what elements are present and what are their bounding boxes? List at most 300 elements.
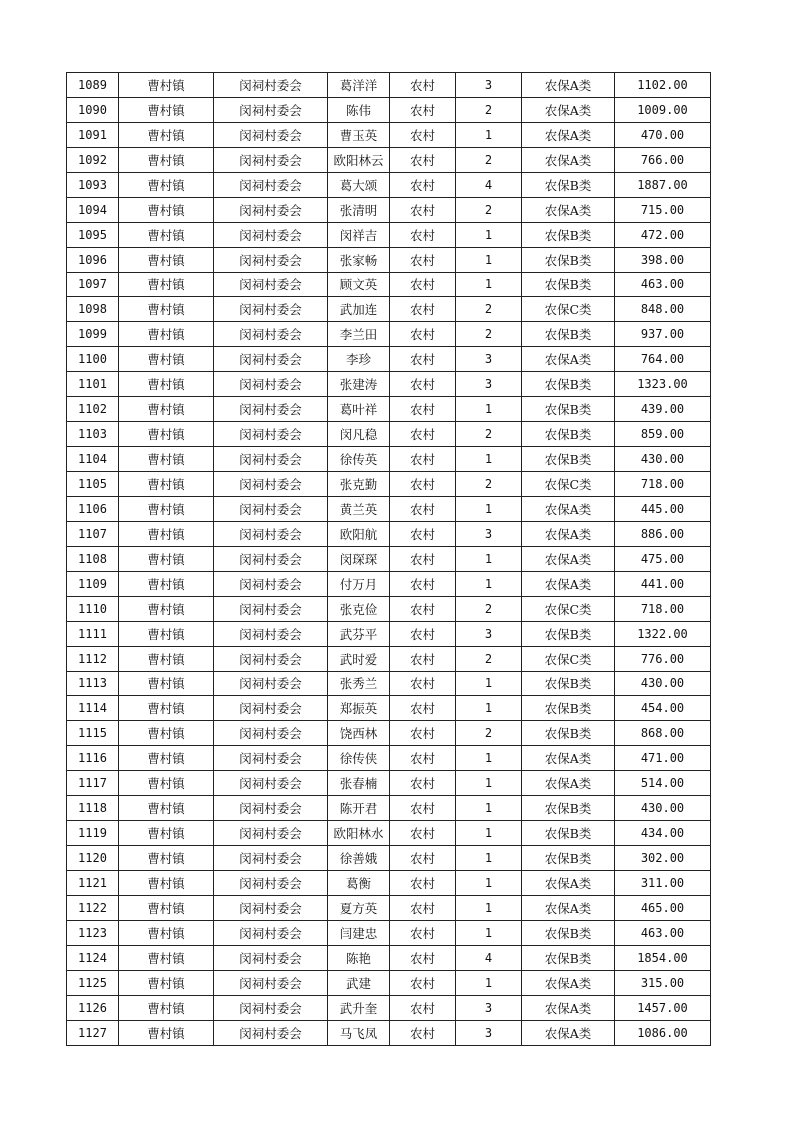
village-committee-cell: 闵祠村委会 — [214, 347, 328, 372]
amount-cell: 398.00 — [615, 247, 711, 272]
amount-cell: 1086.00 — [615, 1020, 711, 1045]
village-committee-cell: 闵祠村委会 — [214, 197, 328, 222]
amount-cell: 718.00 — [615, 596, 711, 621]
row-number-cell: 1092 — [67, 147, 119, 172]
area-type-cell: 农村 — [390, 372, 456, 397]
insurance-category-cell: 农保B类 — [522, 796, 615, 821]
household-size-cell: 2 — [456, 197, 522, 222]
area-type-cell: 农村 — [390, 821, 456, 846]
insurance-category-cell: 农保A类 — [522, 746, 615, 771]
village-committee-cell: 闵祠村委会 — [214, 871, 328, 896]
area-type-cell: 农村 — [390, 272, 456, 297]
insurance-category-cell: 农保A类 — [522, 546, 615, 571]
row-number-cell: 1095 — [67, 222, 119, 247]
amount-cell: 776.00 — [615, 646, 711, 671]
amount-cell: 766.00 — [615, 147, 711, 172]
area-type-cell: 农村 — [390, 222, 456, 247]
insurance-category-cell: 农保A类 — [522, 347, 615, 372]
town-cell: 曹村镇 — [119, 546, 214, 571]
person-name-cell: 葛叶祥 — [328, 397, 390, 422]
amount-cell: 1009.00 — [615, 97, 711, 122]
row-number-cell: 1097 — [67, 272, 119, 297]
amount-cell: 475.00 — [615, 546, 711, 571]
amount-cell: 937.00 — [615, 322, 711, 347]
row-number-cell: 1099 — [67, 322, 119, 347]
village-committee-cell: 闵祠村委会 — [214, 322, 328, 347]
town-cell: 曹村镇 — [119, 771, 214, 796]
table-row — [67, 721, 711, 746]
table-row — [67, 970, 711, 995]
row-number-cell: 1109 — [67, 571, 119, 596]
insurance-category-cell: 农保C类 — [522, 472, 615, 497]
area-type-cell: 农村 — [390, 447, 456, 472]
person-name-cell: 闵凡稳 — [328, 422, 390, 447]
town-cell: 曹村镇 — [119, 97, 214, 122]
amount-cell: 463.00 — [615, 920, 711, 945]
amount-cell: 1457.00 — [615, 995, 711, 1020]
person-name-cell: 葛衡 — [328, 871, 390, 896]
table-row — [67, 846, 711, 871]
insurance-category-cell: 农保B类 — [522, 721, 615, 746]
table-row — [67, 397, 711, 422]
amount-cell: 1102.00 — [615, 73, 711, 98]
row-number-cell: 1100 — [67, 347, 119, 372]
village-committee-cell: 闵祠村委会 — [214, 73, 328, 98]
area-type-cell: 农村 — [390, 920, 456, 945]
town-cell: 曹村镇 — [119, 347, 214, 372]
table-row — [67, 322, 711, 347]
area-type-cell: 农村 — [390, 147, 456, 172]
person-name-cell: 葛洋洋 — [328, 73, 390, 98]
household-size-cell: 1 — [456, 821, 522, 846]
row-number-cell: 1120 — [67, 846, 119, 871]
person-name-cell: 武芬平 — [328, 621, 390, 646]
village-committee-cell: 闵祠村委会 — [214, 571, 328, 596]
row-number-cell: 1089 — [67, 73, 119, 98]
town-cell: 曹村镇 — [119, 172, 214, 197]
area-type-cell: 农村 — [390, 322, 456, 347]
area-type-cell: 农村 — [390, 646, 456, 671]
person-name-cell: 闵祥吉 — [328, 222, 390, 247]
household-size-cell: 3 — [456, 1020, 522, 1045]
amount-cell: 430.00 — [615, 447, 711, 472]
household-size-cell: 2 — [456, 721, 522, 746]
table-row — [67, 122, 711, 147]
insurance-category-cell: 农保B类 — [522, 846, 615, 871]
insurance-category-cell: 农保B类 — [522, 422, 615, 447]
amount-cell: 1854.00 — [615, 945, 711, 970]
table-row — [67, 871, 711, 896]
village-committee-cell: 闵祠村委会 — [214, 272, 328, 297]
village-committee-cell: 闵祠村委会 — [214, 1020, 328, 1045]
person-name-cell: 武加连 — [328, 297, 390, 322]
row-number-cell: 1119 — [67, 821, 119, 846]
household-size-cell: 1 — [456, 247, 522, 272]
village-committee-cell: 闵祠村委会 — [214, 945, 328, 970]
area-type-cell: 农村 — [390, 97, 456, 122]
insurance-category-cell: 农保A类 — [522, 496, 615, 521]
row-number-cell: 1118 — [67, 796, 119, 821]
town-cell: 曹村镇 — [119, 846, 214, 871]
household-size-cell: 1 — [456, 920, 522, 945]
amount-cell: 472.00 — [615, 222, 711, 247]
row-number-cell: 1105 — [67, 472, 119, 497]
household-size-cell: 2 — [456, 297, 522, 322]
area-type-cell: 农村 — [390, 596, 456, 621]
household-size-cell: 4 — [456, 945, 522, 970]
person-name-cell: 张建涛 — [328, 372, 390, 397]
insurance-category-cell: 农保A类 — [522, 1020, 615, 1045]
row-number-cell: 1122 — [67, 895, 119, 920]
household-size-cell: 1 — [456, 571, 522, 596]
village-committee-cell: 闵祠村委会 — [214, 546, 328, 571]
amount-cell: 471.00 — [615, 746, 711, 771]
household-size-cell: 1 — [456, 496, 522, 521]
village-committee-cell: 闵祠村委会 — [214, 771, 328, 796]
village-committee-cell: 闵祠村委会 — [214, 796, 328, 821]
table-row — [67, 1020, 711, 1045]
household-size-cell: 1 — [456, 447, 522, 472]
household-size-cell: 3 — [456, 347, 522, 372]
household-size-cell: 1 — [456, 746, 522, 771]
person-name-cell: 饶西林 — [328, 721, 390, 746]
village-committee-cell: 闵祠村委会 — [214, 721, 328, 746]
household-size-cell: 4 — [456, 172, 522, 197]
village-committee-cell: 闵祠村委会 — [214, 521, 328, 546]
person-name-cell: 张克勤 — [328, 472, 390, 497]
town-cell: 曹村镇 — [119, 397, 214, 422]
person-name-cell: 闫建忠 — [328, 920, 390, 945]
insurance-category-cell: 农保B类 — [522, 372, 615, 397]
area-type-cell: 农村 — [390, 172, 456, 197]
insurance-category-cell: 农保B类 — [522, 671, 615, 696]
table-row — [67, 895, 711, 920]
village-committee-cell: 闵祠村委会 — [214, 447, 328, 472]
town-cell: 曹村镇 — [119, 147, 214, 172]
row-number-cell: 1126 — [67, 995, 119, 1020]
town-cell: 曹村镇 — [119, 895, 214, 920]
insurance-category-cell: 农保A类 — [522, 122, 615, 147]
village-committee-cell: 闵祠村委会 — [214, 621, 328, 646]
insurance-category-cell: 农保B类 — [522, 821, 615, 846]
area-type-cell: 农村 — [390, 771, 456, 796]
table-row — [67, 796, 711, 821]
village-committee-cell: 闵祠村委会 — [214, 970, 328, 995]
person-name-cell: 武建 — [328, 970, 390, 995]
household-size-cell: 1 — [456, 671, 522, 696]
row-number-cell: 1114 — [67, 696, 119, 721]
town-cell: 曹村镇 — [119, 821, 214, 846]
person-name-cell: 欧阳林水 — [328, 821, 390, 846]
person-name-cell: 徐传侠 — [328, 746, 390, 771]
insurance-category-cell: 农保B类 — [522, 172, 615, 197]
town-cell: 曹村镇 — [119, 871, 214, 896]
village-committee-cell: 闵祠村委会 — [214, 172, 328, 197]
village-committee-cell: 闵祠村委会 — [214, 472, 328, 497]
amount-cell: 430.00 — [615, 671, 711, 696]
household-size-cell: 1 — [456, 895, 522, 920]
insurance-category-cell: 农保A类 — [522, 895, 615, 920]
village-committee-cell: 闵祠村委会 — [214, 895, 328, 920]
area-type-cell: 农村 — [390, 571, 456, 596]
area-type-cell: 农村 — [390, 671, 456, 696]
household-size-cell: 2 — [456, 322, 522, 347]
table-row — [67, 696, 711, 721]
table-row — [67, 447, 711, 472]
town-cell: 曹村镇 — [119, 970, 214, 995]
amount-cell: 454.00 — [615, 696, 711, 721]
person-name-cell: 葛大颂 — [328, 172, 390, 197]
amount-cell: 718.00 — [615, 472, 711, 497]
town-cell: 曹村镇 — [119, 746, 214, 771]
table-row — [67, 347, 711, 372]
town-cell: 曹村镇 — [119, 621, 214, 646]
area-type-cell: 农村 — [390, 297, 456, 322]
household-size-cell: 2 — [456, 97, 522, 122]
person-name-cell: 张春楠 — [328, 771, 390, 796]
village-committee-cell: 闵祠村委会 — [214, 696, 328, 721]
area-type-cell: 农村 — [390, 347, 456, 372]
village-committee-cell: 闵祠村委会 — [214, 247, 328, 272]
row-number-cell: 1091 — [67, 122, 119, 147]
insurance-category-cell: 农保B类 — [522, 696, 615, 721]
amount-cell: 463.00 — [615, 272, 711, 297]
household-size-cell: 1 — [456, 222, 522, 247]
person-name-cell: 顾文英 — [328, 272, 390, 297]
insurance-category-cell: 农保C类 — [522, 596, 615, 621]
person-name-cell: 欧阳航 — [328, 521, 390, 546]
person-name-cell: 闵琛琛 — [328, 546, 390, 571]
table-row — [67, 571, 711, 596]
amount-cell: 868.00 — [615, 721, 711, 746]
row-number-cell: 1102 — [67, 397, 119, 422]
village-committee-cell: 闵祠村委会 — [214, 821, 328, 846]
row-number-cell: 1127 — [67, 1020, 119, 1045]
amount-cell: 1323.00 — [615, 372, 711, 397]
household-size-cell: 1 — [456, 122, 522, 147]
person-name-cell: 郑振英 — [328, 696, 390, 721]
row-number-cell: 1103 — [67, 422, 119, 447]
amount-cell: 441.00 — [615, 571, 711, 596]
amount-cell: 514.00 — [615, 771, 711, 796]
person-name-cell: 徐传英 — [328, 447, 390, 472]
amount-cell: 764.00 — [615, 347, 711, 372]
household-size-cell: 1 — [456, 696, 522, 721]
insurance-category-cell: 农保A类 — [522, 147, 615, 172]
table-row — [67, 945, 711, 970]
row-number-cell: 1096 — [67, 247, 119, 272]
person-name-cell: 马飞凤 — [328, 1020, 390, 1045]
area-type-cell: 农村 — [390, 1020, 456, 1045]
amount-cell: 439.00 — [615, 397, 711, 422]
insurance-category-cell: 农保A类 — [522, 871, 615, 896]
area-type-cell: 农村 — [390, 796, 456, 821]
household-size-cell: 2 — [456, 472, 522, 497]
table-row — [67, 472, 711, 497]
area-type-cell: 农村 — [390, 496, 456, 521]
village-committee-cell: 闵祠村委会 — [214, 496, 328, 521]
area-type-cell: 农村 — [390, 995, 456, 1020]
row-number-cell: 1117 — [67, 771, 119, 796]
area-type-cell: 农村 — [390, 521, 456, 546]
insurance-category-cell: 农保A类 — [522, 197, 615, 222]
amount-cell: 315.00 — [615, 970, 711, 995]
town-cell: 曹村镇 — [119, 322, 214, 347]
table-row — [67, 422, 711, 447]
household-size-cell: 1 — [456, 871, 522, 896]
village-committee-cell: 闵祠村委会 — [214, 646, 328, 671]
town-cell: 曹村镇 — [119, 945, 214, 970]
town-cell: 曹村镇 — [119, 696, 214, 721]
town-cell: 曹村镇 — [119, 197, 214, 222]
person-name-cell: 陈伟 — [328, 97, 390, 122]
town-cell: 曹村镇 — [119, 272, 214, 297]
data-table — [66, 72, 711, 1046]
row-number-cell: 1115 — [67, 721, 119, 746]
household-size-cell: 2 — [456, 596, 522, 621]
insurance-category-cell: 农保B类 — [522, 322, 615, 347]
area-type-cell: 农村 — [390, 746, 456, 771]
town-cell: 曹村镇 — [119, 596, 214, 621]
area-type-cell: 农村 — [390, 247, 456, 272]
town-cell: 曹村镇 — [119, 73, 214, 98]
area-type-cell: 农村 — [390, 472, 456, 497]
area-type-cell: 农村 — [390, 197, 456, 222]
amount-cell: 715.00 — [615, 197, 711, 222]
household-size-cell: 1 — [456, 546, 522, 571]
amount-cell: 445.00 — [615, 496, 711, 521]
row-number-cell: 1123 — [67, 920, 119, 945]
household-size-cell: 1 — [456, 970, 522, 995]
row-number-cell: 1106 — [67, 496, 119, 521]
insurance-category-cell: 农保B类 — [522, 272, 615, 297]
table-row — [67, 247, 711, 272]
person-name-cell: 张秀兰 — [328, 671, 390, 696]
village-committee-cell: 闵祠村委会 — [214, 596, 328, 621]
row-number-cell: 1116 — [67, 746, 119, 771]
village-committee-cell: 闵祠村委会 — [214, 422, 328, 447]
table-row — [67, 671, 711, 696]
village-committee-cell: 闵祠村委会 — [214, 846, 328, 871]
amount-cell: 465.00 — [615, 895, 711, 920]
amount-cell: 1887.00 — [615, 172, 711, 197]
insurance-category-cell: 农保A类 — [522, 995, 615, 1020]
person-name-cell: 张克俭 — [328, 596, 390, 621]
table-row — [67, 496, 711, 521]
village-committee-cell: 闵祠村委会 — [214, 122, 328, 147]
row-number-cell: 1124 — [67, 945, 119, 970]
row-number-cell: 1112 — [67, 646, 119, 671]
amount-cell: 859.00 — [615, 422, 711, 447]
person-name-cell: 黄兰英 — [328, 496, 390, 521]
town-cell: 曹村镇 — [119, 646, 214, 671]
insurance-category-cell: 农保A类 — [522, 970, 615, 995]
row-number-cell: 1113 — [67, 671, 119, 696]
area-type-cell: 农村 — [390, 721, 456, 746]
insurance-category-cell: 农保A类 — [522, 771, 615, 796]
row-number-cell: 1104 — [67, 447, 119, 472]
amount-cell: 1322.00 — [615, 621, 711, 646]
row-number-cell: 1094 — [67, 197, 119, 222]
person-name-cell: 夏方英 — [328, 895, 390, 920]
area-type-cell: 农村 — [390, 422, 456, 447]
village-committee-cell: 闵祠村委会 — [214, 297, 328, 322]
table-row — [67, 97, 711, 122]
amount-cell: 434.00 — [615, 821, 711, 846]
table-row — [67, 197, 711, 222]
table-row — [67, 995, 711, 1020]
table-row — [67, 73, 711, 98]
household-size-cell: 1 — [456, 796, 522, 821]
person-name-cell: 曹玉英 — [328, 122, 390, 147]
insurance-category-cell: 农保A类 — [522, 73, 615, 98]
area-type-cell: 农村 — [390, 621, 456, 646]
row-number-cell: 1090 — [67, 97, 119, 122]
village-committee-cell: 闵祠村委会 — [214, 222, 328, 247]
household-size-cell: 2 — [456, 422, 522, 447]
town-cell: 曹村镇 — [119, 372, 214, 397]
area-type-cell: 农村 — [390, 895, 456, 920]
town-cell: 曹村镇 — [119, 222, 214, 247]
row-number-cell: 1101 — [67, 372, 119, 397]
table-row — [67, 222, 711, 247]
table-row — [67, 771, 711, 796]
insurance-category-cell: 农保A类 — [522, 571, 615, 596]
table-row — [67, 172, 711, 197]
insurance-category-cell: 农保B类 — [522, 447, 615, 472]
table-row — [67, 372, 711, 397]
insurance-category-cell: 农保B类 — [522, 397, 615, 422]
person-name-cell: 付万月 — [328, 571, 390, 596]
insurance-category-cell: 农保B类 — [522, 945, 615, 970]
row-number-cell: 1110 — [67, 596, 119, 621]
village-committee-cell: 闵祠村委会 — [214, 397, 328, 422]
household-size-cell: 2 — [456, 147, 522, 172]
area-type-cell: 农村 — [390, 73, 456, 98]
row-number-cell: 1107 — [67, 521, 119, 546]
table-row — [67, 297, 711, 322]
town-cell: 曹村镇 — [119, 920, 214, 945]
town-cell: 曹村镇 — [119, 1020, 214, 1045]
insurance-category-cell: 农保A类 — [522, 97, 615, 122]
person-name-cell: 李兰田 — [328, 322, 390, 347]
insurance-category-cell: 农保B类 — [522, 222, 615, 247]
row-number-cell: 1098 — [67, 297, 119, 322]
town-cell: 曹村镇 — [119, 122, 214, 147]
row-number-cell: 1108 — [67, 546, 119, 571]
household-size-cell: 3 — [456, 995, 522, 1020]
person-name-cell: 李珍 — [328, 347, 390, 372]
table-row — [67, 546, 711, 571]
household-size-cell: 3 — [456, 621, 522, 646]
table-row — [67, 521, 711, 546]
town-cell: 曹村镇 — [119, 472, 214, 497]
town-cell: 曹村镇 — [119, 422, 214, 447]
amount-cell: 430.00 — [615, 796, 711, 821]
area-type-cell: 农村 — [390, 846, 456, 871]
town-cell: 曹村镇 — [119, 995, 214, 1020]
person-name-cell: 张家畅 — [328, 247, 390, 272]
table-row — [67, 821, 711, 846]
table-row — [67, 746, 711, 771]
insurance-category-cell: 农保B类 — [522, 920, 615, 945]
town-cell: 曹村镇 — [119, 297, 214, 322]
town-cell: 曹村镇 — [119, 247, 214, 272]
town-cell: 曹村镇 — [119, 721, 214, 746]
village-committee-cell: 闵祠村委会 — [214, 746, 328, 771]
town-cell: 曹村镇 — [119, 671, 214, 696]
table-row — [67, 646, 711, 671]
